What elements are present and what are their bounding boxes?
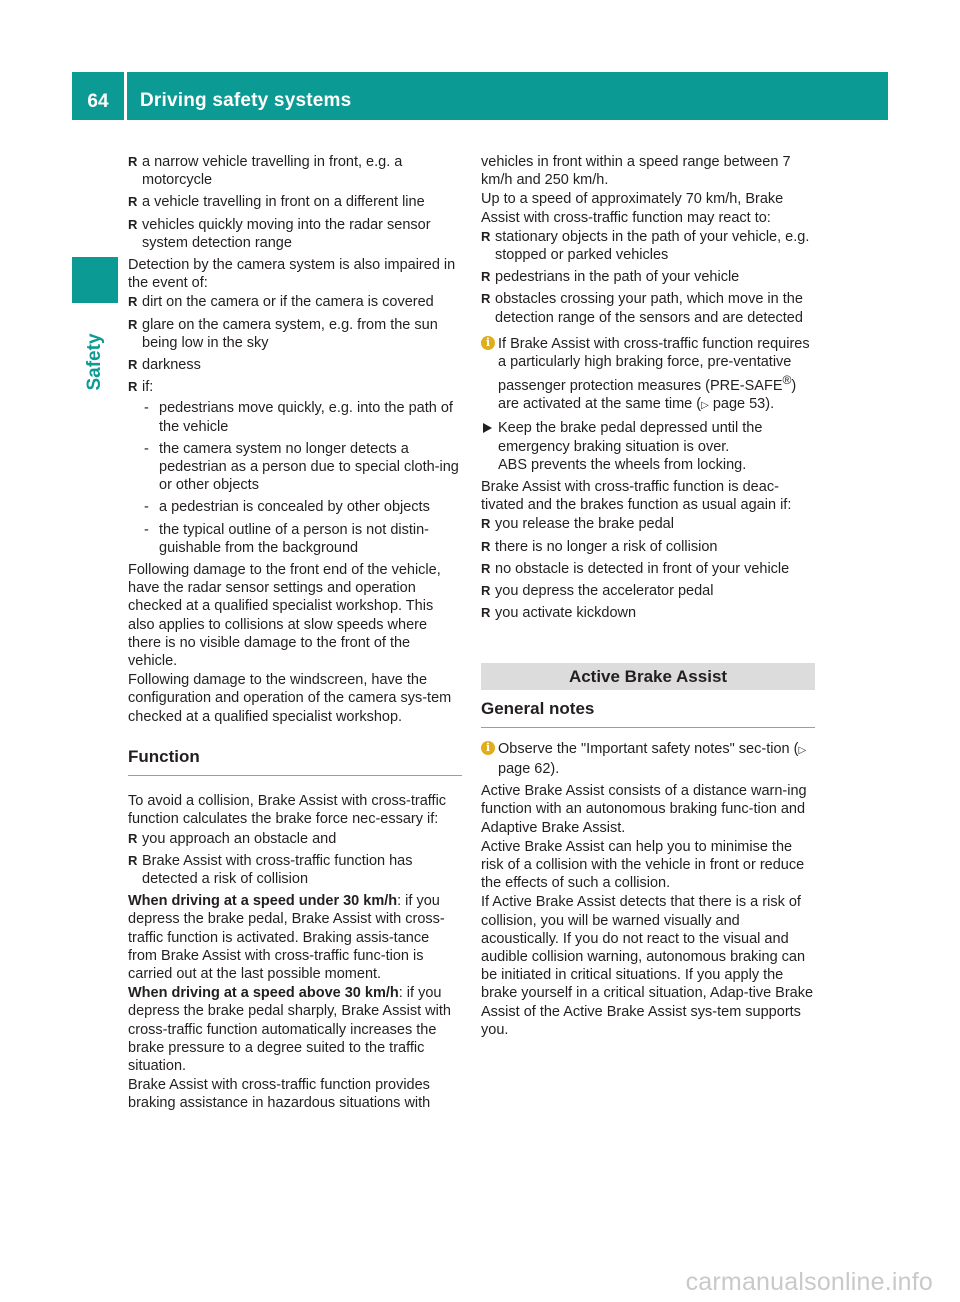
sub-list-item: - the camera system no longer detects a pedestrian as a person due to special cloth-ing or other objects <box>144 440 459 494</box>
info-icon: i <box>481 741 495 755</box>
bullet-icon: R <box>128 194 138 210</box>
info-note: i Observe the "Important safety notes" sec-tion (▷ page 62). <box>481 740 815 778</box>
list-item: R obstacles crossing your path, which move in the detection range of the sensors and are detected <box>481 291 803 326</box>
bullet-list <box>481 515 815 622</box>
bullet-icon: R <box>128 316 138 332</box>
bullet-icon: R <box>481 583 491 599</box>
bullet-icon: R <box>481 560 491 576</box>
paragraph: Following damage to the windscreen, have the configuration and operation of the camera sys-tem checked at a qualified specialist workshop. <box>128 672 452 725</box>
watermark: carmanualsonline.info <box>685 1268 933 1296</box>
page-reference-icon: ▷ <box>701 400 709 412</box>
list-item: R pedestrians in the path of your vehicle <box>481 269 740 286</box>
page-reference-link[interactable]: page 62). <box>498 760 560 777</box>
list-item: R you release the brake pedal <box>481 516 674 533</box>
page-title: Driving safety systems <box>140 90 352 111</box>
list-item: R stationary objects in the path of your vehicle, e.g. stopped or parked vehicles <box>481 228 810 264</box>
paragraph: vehicles in front within a speed range between 7 km/h and 250 km/h. <box>481 154 791 189</box>
paragraph: When driving at a speed above 30 km/h: if you depress the brake pedal sharply, Brake Assist with cross-traffic function automatically increases the brake pressure to a degree suited to the traffic situation. <box>128 985 451 1074</box>
right-column <box>481 153 815 1040</box>
paragraph: Up to a speed of approximately 70 km/h, Brake Assist with cross-traffic function may react to: <box>481 191 784 226</box>
dash-list <box>142 399 462 557</box>
bullet-icon: R <box>128 379 138 395</box>
left-column <box>128 153 462 1114</box>
sub-list-item: - pedestrians move quickly, e.g. into the path of the vehicle <box>144 400 453 435</box>
paragraph: To avoid a collision, Brake Assist with cross-traffic function calculates the brake force nec-essary if: <box>128 793 447 828</box>
bullet-icon: R <box>128 154 138 169</box>
registered-mark: ® <box>782 373 792 388</box>
bullet-list <box>481 228 815 327</box>
bullet-list <box>128 830 462 889</box>
bullet-list <box>128 293 462 557</box>
bullet-icon: R <box>481 605 491 621</box>
dash-icon: - <box>144 440 149 457</box>
paragraph: Brake Assist with cross-traffic function is deac-tivated and the brakes function as usual again if: <box>481 479 792 514</box>
bullet-icon: R <box>128 357 138 373</box>
list-item: R a narrow vehicle travelling in front, e.g. a motorcycle <box>128 154 403 189</box>
bullet-icon: R <box>128 830 138 846</box>
list-item: R darkness <box>128 357 201 374</box>
section-heading-function: Function <box>128 748 462 776</box>
bold-label: When driving at a speed above 30 km/h <box>128 985 399 1002</box>
page-reference-link[interactable]: page 53). <box>712 396 775 413</box>
bullet-icon: R <box>481 228 491 244</box>
header-divider <box>124 72 127 120</box>
info-icon: i <box>481 336 495 350</box>
action-text: Keep the brake pedal depressed until the emergency braking situation is over. <box>498 420 763 455</box>
bullet-icon: R <box>128 852 138 868</box>
side-tab-marker <box>72 257 118 303</box>
page-reference-icon: ▷ <box>798 744 807 756</box>
action-step <box>481 419 815 474</box>
list-item: R if: - pedestrians move quickly, e.g. into the path of the vehicle - the camera system no longer detects a pedestrian as a person due to special cloth-ing or other objects - a pedestrian is concealed by other objects - the typical outline of a person is not distin-guishable from the background <box>128 378 462 557</box>
page-number: 64 <box>87 91 109 112</box>
sub-list-item: - the typical outline of a person is not distin-guishable from the background <box>144 521 430 556</box>
paragraph: When driving at a speed under 30 km/h: if you depress the brake pedal, Brake Assist with cross-traffic function is activated. Braking assis-tance from Brake Assist with cross-traffic func-tion is carried out at the last possible moment. <box>128 893 445 982</box>
bullet-icon: R <box>128 216 138 232</box>
paragraph: Active Brake Assist can help you to minimise the risk of a collision with the vehicle in front or reduce the effects of such a collision. <box>481 838 805 892</box>
bullet-icon: R <box>481 269 491 285</box>
bullet-list <box>128 153 462 252</box>
list-item: R Brake Assist with cross-traffic function has detected a risk of collision <box>128 852 413 887</box>
bullet-icon: R <box>481 538 491 554</box>
dash-icon: - <box>144 499 149 516</box>
list-item: R you approach an obstacle and <box>128 830 337 847</box>
bullet-icon: R <box>128 294 138 310</box>
list-item: R you activate kickdown <box>481 605 637 622</box>
dash-icon: - <box>144 521 149 538</box>
info-note: i If Brake Assist with cross-traffic function requires a particularly high braking force, pre-ventative passenger protection measures (PRE-SAFE®) are activated at the same time (▷ page 53). <box>481 335 815 416</box>
list-item: R you depress the accelerator pedal <box>481 583 714 600</box>
action-result: ABS prevents the wheels from locking. <box>498 456 747 473</box>
bullet-icon: R <box>481 291 491 307</box>
list-item: R vehicles quickly moving into the radar sensor system detection range <box>128 216 431 251</box>
bullet-icon: R <box>481 516 491 532</box>
list-item: R dirt on the camera or if the camera is covered <box>128 294 434 311</box>
list-item: R a vehicle travelling in front on a different line <box>128 194 425 211</box>
bold-label: When driving at a speed under 30 km/h <box>128 893 398 910</box>
list-item: R no obstacle is detected in front of your vehicle <box>481 560 790 577</box>
side-tab-label: Safety <box>84 333 105 391</box>
paragraph: Detection by the camera system is also impaired in the event of: <box>128 257 456 292</box>
subsection-heading-general-notes: General notes <box>481 700 815 728</box>
list-item: R glare on the camera system, e.g. from the sun being low in the sky <box>128 316 438 351</box>
dash-icon: - <box>144 400 149 417</box>
paragraph: Following damage to the front end of the vehicle, have the radar sensor settings and operation checked at a qualified specialist workshop. This also applies to collisions at slow speeds where there is no visible damage to the front of the vehicle. <box>128 562 441 670</box>
paragraph: If Active Brake Assist detects that there is a risk of collision, you will be warned visually and acoustically. If you do not react to the visual and audible collision warning, autonomous braking can be initiated in critical situations. If you apply the brake yourself in a critical situation, Adap-tive Brake Assist of the Active Brake Assist sys-tem supports you. <box>481 894 814 1038</box>
paragraph: Active Brake Assist consists of a distance warn-ing function with an autonomous braking func-tion and Adaptive Brake Assist. <box>481 783 807 836</box>
list-item: R there is no longer a risk of collision <box>481 538 718 555</box>
action-arrow-icon <box>483 423 492 433</box>
paragraph: Brake Assist with cross-traffic function provides braking assistance in hazardous situations with <box>128 1077 431 1112</box>
sub-list-item: - a pedestrian is concealed by other objects <box>144 499 430 516</box>
side-tab <box>72 312 118 412</box>
section-band-active-brake-assist: Active Brake Assist <box>481 663 815 690</box>
